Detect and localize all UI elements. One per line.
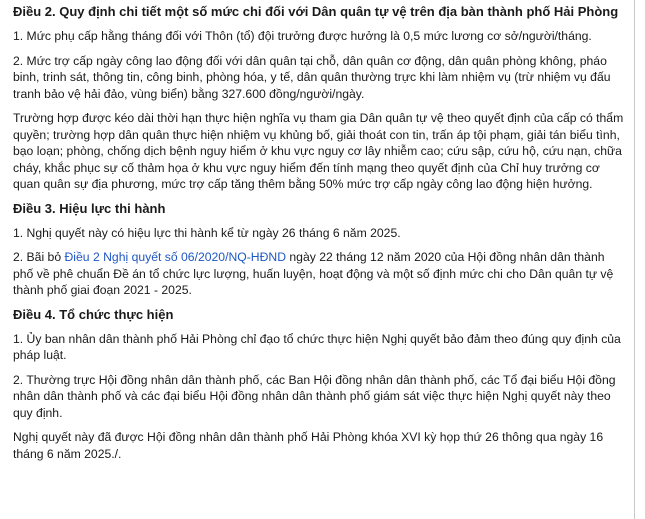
article-3-clause-1: 1. Nghị quyết này có hiệu lực thi hành kể từ ngày 26 tháng 6 năm 2025. (13, 225, 401, 240)
content-border (634, 0, 635, 519)
article-3-clause-2-suffix: ngày 22 tháng 12 năm 2020 của Hội đồng nhân dân thành phố về phê chuẩn Đề án tổ chức lực lượng, huấn luyện, hoạt động và một số định mức chi cho Dân quân tự vệ thành phố giai đoạn 2021 - 2025. (13, 250, 614, 297)
article-2-clause-1: 1. Mức phụ cấp hằng tháng đối với Thôn (tổ) đội trưởng được hưởng là 0,5 mức lương cơ sở/người/tháng. (13, 29, 592, 43)
article-2-clause-2: 2. Mức trợ cấp ngày công lao động đối với dân quân tại chỗ, dân quân cơ động, dân quân phòng không, pháo binh, trinh sát, thông tin, công binh, phòng hóa, y tế, dân quân thường trực khi làm nhiệm vụ (trừ nhiệm vụ đấu tranh bảo vệ hải đảo, vùng biển) bằng 327.600 đồng/người/ngày. (13, 53, 611, 101)
article-3-clause-2-prefix: 2. Bãi bỏ (13, 250, 65, 264)
resolution-06-2020-link[interactable]: Điều 2 Nghị quyết số 06/2020/NQ-HĐND (64, 250, 287, 264)
adoption-statement: Nghị quyết này đã được Hội đồng nhân dân thành phố Hải Phòng khóa XVI kỳ họp thứ 26 thông qua ngày 16 tháng 6 năm 2025./. (13, 430, 604, 461)
article-4-clause-2: 2. Thường trực Hội đồng nhân dân thành phố, các Ban Hội đồng nhân dân thành phố, các Tổ đại biểu Hội đồng nhân dân thành phố và các đại biểu Hội đồng nhân dân thành phố giám sát việc thực hiện Nghị quyết này theo quy định. (13, 372, 616, 420)
article-3-clause-2 (13, 249, 624, 299)
article-2-heading: Điều 2. Quy định chi tiết một số mức chi đối với Dân quân tự vệ trên địa bàn thành phố Hải Phòng (13, 4, 619, 19)
article-3-heading: Điều 3. Hiệu lực thi hành (13, 200, 166, 216)
article-2-clause-2-extension: Trường hợp được kéo dài thời hạn thực hiện nghĩa vụ tham gia Dân quân tự vệ theo quyết định của cấp có thẩm quyền; trường hợp dân quân thực hiện nhiệm vụ khủng bố, giải thoát con tin, trấn áp tội phạm, giải tán biểu tình, bạo loạn; phòng, chống dịch bệnh nguy hiểm ở khu vực nguy cơ lây nhiễm cao; cứu sập, cứu hộ, cứu nạn, chữa cháy, khắc phục sự cố thảm họa ở khu vực nguy hiểm đến tính mạng theo quyết định của Chỉ huy trưởng cơ quan quân sự địa phương, mức trợ cấp tăng thêm bằng 50% mức trợ cấp ngày công lao động hiện hưởng. (13, 111, 624, 191)
article-4-heading: Điều 4. Tổ chức thực hiện (13, 306, 174, 322)
article-4-clause-1: 1. Ủy ban nhân dân thành phố Hải Phòng chỉ đạo tổ chức thực hiện Nghị quyết bảo đảm theo đúng quy định của pháp luật. (13, 331, 621, 362)
